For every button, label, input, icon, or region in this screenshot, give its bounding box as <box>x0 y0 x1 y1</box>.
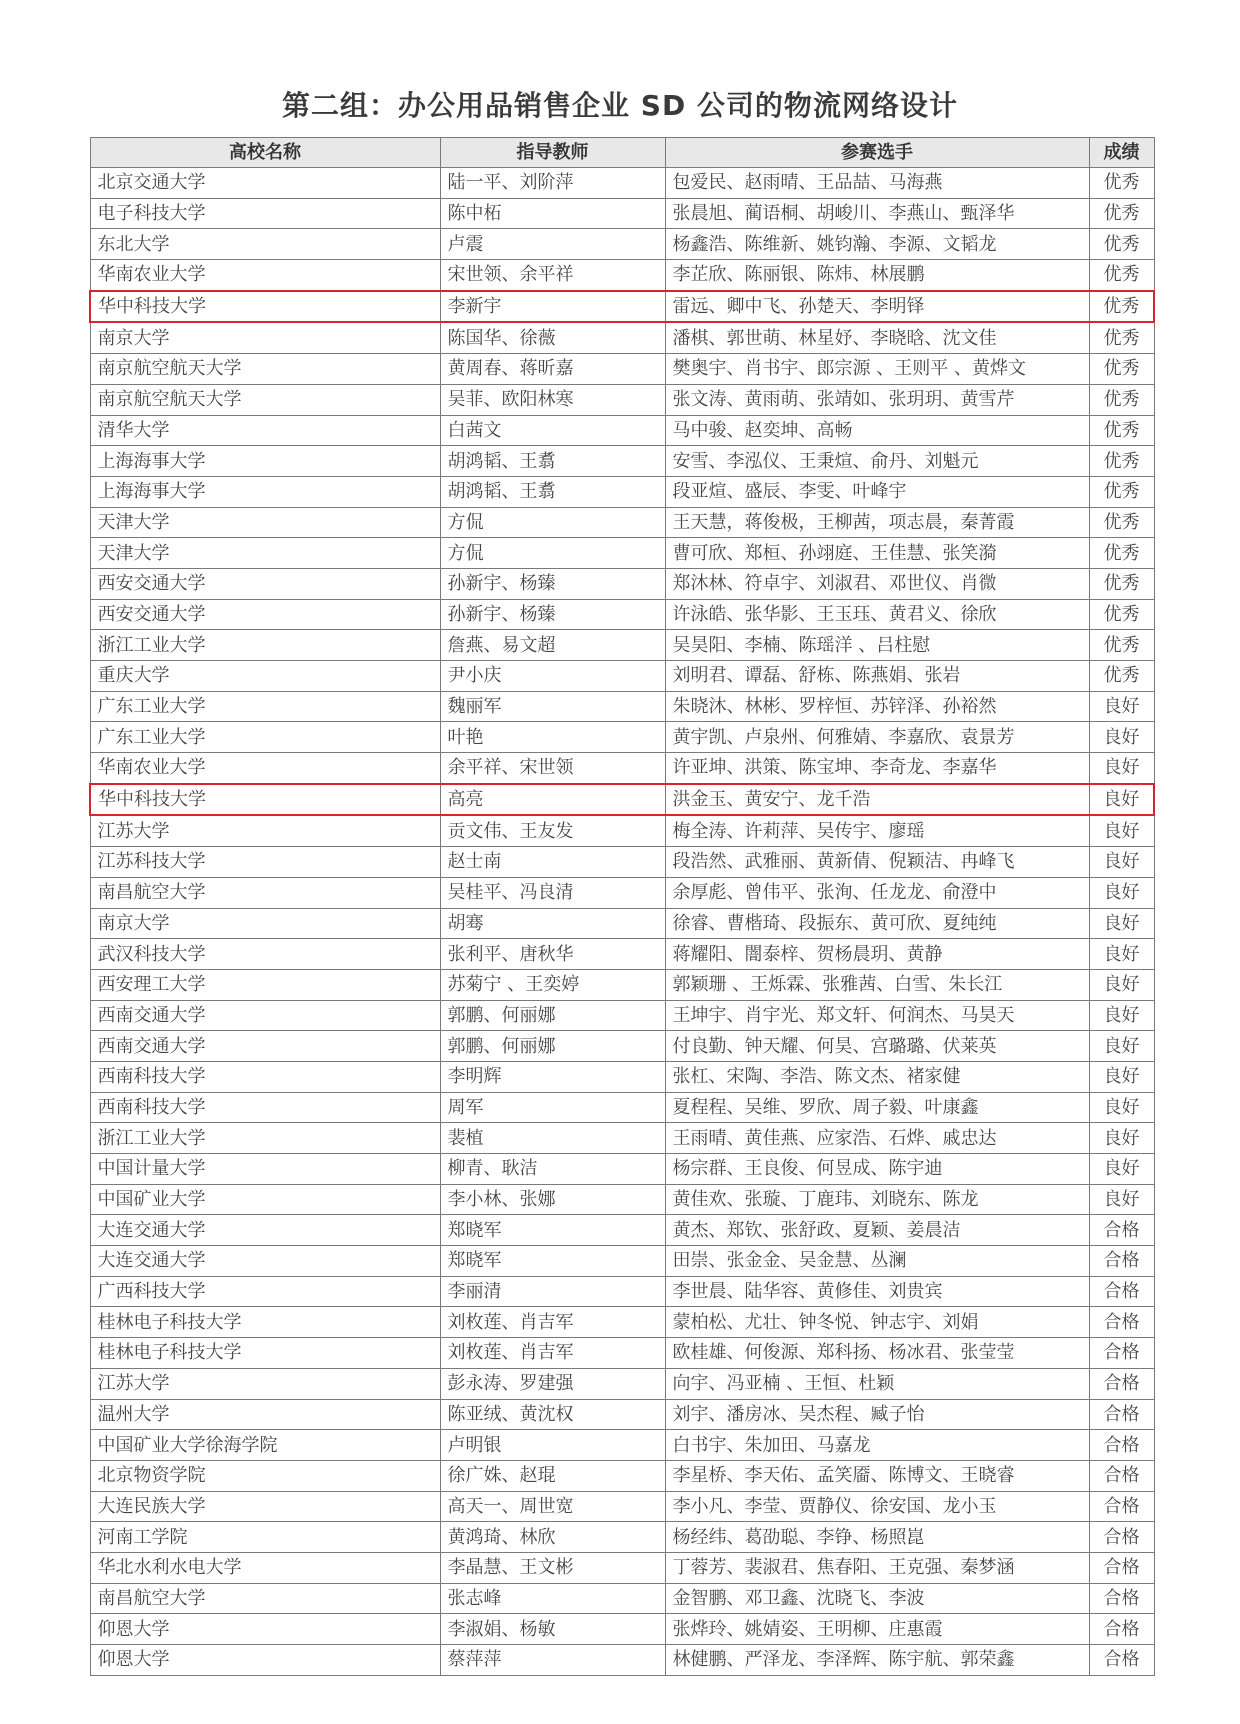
cell-grade: 合格 <box>1089 1552 1154 1583</box>
cell-grade: 优秀 <box>1089 354 1154 385</box>
cell-grade: 良好 <box>1089 815 1154 846</box>
cell-school: 重庆大学 <box>90 661 440 692</box>
table-row <box>90 1460 1154 1491</box>
cell-grade: 优秀 <box>1089 507 1154 538</box>
cell-grade: 合格 <box>1089 1522 1154 1553</box>
cell-school: 江苏大学 <box>90 1368 440 1399</box>
cell-grade: 良好 <box>1089 1000 1154 1031</box>
cell-school: 桂林电子科技大学 <box>90 1338 440 1369</box>
cell-school: 华中科技大学 <box>90 291 440 323</box>
cell-teacher: 李小林、张娜 <box>440 1184 665 1215</box>
cell-grade: 优秀 <box>1089 229 1154 260</box>
cell-grade: 优秀 <box>1089 599 1154 630</box>
cell-teacher: 刘枚莲、肖吉军 <box>440 1307 665 1338</box>
cell-school: 清华大学 <box>90 415 440 446</box>
cell-teacher: 宋世领、余平祥 <box>440 260 665 291</box>
cell-players: 朱晓沐、林彬、罗梓恒、苏锌泽、孙裕然 <box>665 691 1089 722</box>
cell-teacher: 黄鸿琦、林欣 <box>440 1522 665 1553</box>
table-row <box>90 1552 1154 1583</box>
cell-grade: 良好 <box>1089 877 1154 908</box>
cell-school: 南昌航空大学 <box>90 877 440 908</box>
cell-school: 仰恩大学 <box>90 1645 440 1676</box>
cell-players: 徐睿、曹楷琦、段振东、黄可欣、夏纯纯 <box>665 908 1089 939</box>
cell-players: 郭颖珊 、王烁霖、张雅茜、白雪、朱长江 <box>665 969 1089 1000</box>
cell-grade: 合格 <box>1089 1614 1154 1645</box>
cell-players: 马中骏、赵奕坤、高畅 <box>665 415 1089 446</box>
cell-players: 洪金玉、黄安宁、龙千浩 <box>665 784 1089 816</box>
table-row <box>90 722 1154 753</box>
cell-school: 西安交通大学 <box>90 568 440 599</box>
cell-players: 杨经纬、葛劭聪、李铮、杨照崑 <box>665 1522 1089 1553</box>
table-row <box>90 599 1154 630</box>
cell-grade: 合格 <box>1089 1430 1154 1461</box>
cell-school: 仰恩大学 <box>90 1614 440 1645</box>
cell-players: 李小凡、李莹、贾静仪、徐安国、龙小玉 <box>665 1491 1089 1522</box>
table-row <box>90 384 1154 415</box>
cell-teacher: 卢震 <box>440 229 665 260</box>
table-row <box>90 877 1154 908</box>
cell-teacher: 卢明银 <box>440 1430 665 1461</box>
cell-players: 段浩然、武雅丽、黄新倩、倪颖洁、冉峰飞 <box>665 847 1089 878</box>
table-row <box>90 476 1154 507</box>
cell-grade: 优秀 <box>1089 291 1154 323</box>
cell-teacher: 陈亚绒、黄沈权 <box>440 1399 665 1430</box>
table-row <box>90 1276 1154 1307</box>
cell-grade: 优秀 <box>1089 384 1154 415</box>
cell-grade: 良好 <box>1089 1092 1154 1123</box>
table-body <box>90 168 1154 1676</box>
table-row <box>90 1645 1154 1676</box>
cell-grade: 合格 <box>1089 1491 1154 1522</box>
table-row <box>90 1184 1154 1215</box>
cell-school: 南昌航空大学 <box>90 1583 440 1614</box>
cell-school: 西安交通大学 <box>90 599 440 630</box>
cell-players: 张晨旭、蔺语桐、胡峻川、李燕山、甄泽华 <box>665 198 1089 229</box>
cell-school: 武汉科技大学 <box>90 939 440 970</box>
cell-teacher: 胡鸿韬、王翥 <box>440 476 665 507</box>
cell-grade: 优秀 <box>1089 260 1154 291</box>
cell-players: 白书宇、朱加田、马嘉龙 <box>665 1430 1089 1461</box>
cell-players: 黄杰、郑钦、张舒政、夏颖、姜晨洁 <box>665 1215 1089 1246</box>
cell-teacher: 郑晓军 <box>440 1246 665 1277</box>
cell-school: 上海海事大学 <box>90 446 440 477</box>
cell-grade: 优秀 <box>1089 568 1154 599</box>
cell-school: 华北水利水电大学 <box>90 1552 440 1583</box>
table-row <box>90 1154 1154 1185</box>
cell-teacher: 李淑娟、杨敏 <box>440 1614 665 1645</box>
cell-grade: 良好 <box>1089 691 1154 722</box>
cell-teacher: 苏菊宁 、王奕婷 <box>440 969 665 1000</box>
cell-teacher: 刘枚莲、肖吉军 <box>440 1338 665 1369</box>
cell-grade: 合格 <box>1089 1460 1154 1491</box>
cell-players: 李星桥、李天佑、孟笑靥、陈博文、王晓睿 <box>665 1460 1089 1491</box>
cell-school: 南京航空航天大学 <box>90 354 440 385</box>
table-row <box>90 1522 1154 1553</box>
cell-teacher: 贡文伟、王友发 <box>440 815 665 846</box>
cell-players: 安雪、李泓仪、王秉煊、俞丹、刘魁元 <box>665 446 1089 477</box>
cell-players: 杨宗群、王良俊、何昱成、陈宇迪 <box>665 1154 1089 1185</box>
table-row <box>90 908 1154 939</box>
table-row <box>90 784 1154 816</box>
cell-players: 许亚坤、洪策、陈宝坤、李奇龙、李嘉华 <box>665 753 1089 784</box>
cell-grade: 优秀 <box>1089 415 1154 446</box>
table-row <box>90 198 1154 229</box>
table-row <box>90 260 1154 291</box>
cell-school: 西南交通大学 <box>90 1031 440 1062</box>
header-players: 参赛选手 <box>665 138 1089 168</box>
cell-teacher: 方侃 <box>440 538 665 569</box>
table-row <box>90 168 1154 199</box>
table-row <box>90 446 1154 477</box>
cell-grade: 优秀 <box>1089 630 1154 661</box>
cell-school: 河南工学院 <box>90 1522 440 1553</box>
cell-grade: 合格 <box>1089 1368 1154 1399</box>
cell-players: 蒙柏松、尤壮、钟冬悦、钟志宇、刘娟 <box>665 1307 1089 1338</box>
cell-players: 王坤宇、肖宇光、郑文轩、何润杰、马昊天 <box>665 1000 1089 1031</box>
cell-players: 黄佳欢、张璇、丁鹿玮、刘晓东、陈龙 <box>665 1184 1089 1215</box>
cell-players: 张文涛、黄雨萌、张靖如、张玥玥、黄雪芹 <box>665 384 1089 415</box>
cell-players: 许泳皓、张华影、王玉珏、黄君义、徐欣 <box>665 599 1089 630</box>
cell-players: 田崇、张金金、吴金慧、丛澜 <box>665 1246 1089 1277</box>
cell-teacher: 孙新宇、杨臻 <box>440 599 665 630</box>
table-row <box>90 507 1154 538</box>
cell-school: 桂林电子科技大学 <box>90 1307 440 1338</box>
cell-grade: 优秀 <box>1089 198 1154 229</box>
cell-players: 王雨晴、黄佳燕、应家浩、石烨、戚忠达 <box>665 1123 1089 1154</box>
table-row <box>90 1092 1154 1123</box>
cell-grade: 合格 <box>1089 1338 1154 1369</box>
cell-teacher: 陆一平、刘阶萍 <box>440 168 665 199</box>
cell-players: 张烨玲、姚婧姿、王明柳、庄惠霞 <box>665 1614 1089 1645</box>
cell-players: 吴昊阳、李楠、陈瑶洋 、吕柱慰 <box>665 630 1089 661</box>
table-header-row <box>90 138 1154 168</box>
cell-teacher: 李丽清 <box>440 1276 665 1307</box>
cell-teacher: 张利平、唐秋华 <box>440 939 665 970</box>
cell-players: 张杠、宋陶、李浩、陈文杰、褚家健 <box>665 1061 1089 1092</box>
table-row <box>90 538 1154 569</box>
cell-players: 郑沐林、符卓宇、刘淑君、邓世仪、肖微 <box>665 568 1089 599</box>
table-row <box>90 1000 1154 1031</box>
cell-school: 温州大学 <box>90 1399 440 1430</box>
cell-teacher: 蔡萍萍 <box>440 1645 665 1676</box>
cell-grade: 合格 <box>1089 1399 1154 1430</box>
cell-school: 天津大学 <box>90 507 440 538</box>
header-teacher: 指导教师 <box>440 138 665 168</box>
cell-school: 中国矿业大学 <box>90 1184 440 1215</box>
cell-grade: 良好 <box>1089 939 1154 970</box>
header-school: 高校名称 <box>90 138 440 168</box>
cell-teacher: 裴植 <box>440 1123 665 1154</box>
cell-teacher: 尹小庆 <box>440 661 665 692</box>
cell-teacher: 余平祥、宋世领 <box>440 753 665 784</box>
cell-teacher: 柳青、耿洁 <box>440 1154 665 1185</box>
cell-grade: 良好 <box>1089 1123 1154 1154</box>
cell-school: 广西科技大学 <box>90 1276 440 1307</box>
cell-players: 蒋耀阳、闇泰梓、贺杨晨玥、黄静 <box>665 939 1089 970</box>
cell-teacher: 张志峰 <box>440 1583 665 1614</box>
table-row <box>90 661 1154 692</box>
cell-school: 东北大学 <box>90 229 440 260</box>
cell-grade: 优秀 <box>1089 476 1154 507</box>
cell-school: 大连民族大学 <box>90 1491 440 1522</box>
cell-teacher: 胡骞 <box>440 908 665 939</box>
cell-teacher: 李新宇 <box>440 291 665 323</box>
cell-school: 江苏科技大学 <box>90 847 440 878</box>
cell-school: 广东工业大学 <box>90 691 440 722</box>
cell-school: 中国矿业大学徐海学院 <box>90 1430 440 1461</box>
cell-teacher: 李晶慧、王文彬 <box>440 1552 665 1583</box>
cell-school: 上海海事大学 <box>90 476 440 507</box>
table-row <box>90 1123 1154 1154</box>
cell-teacher: 方侃 <box>440 507 665 538</box>
cell-grade: 合格 <box>1089 1307 1154 1338</box>
cell-school: 大连交通大学 <box>90 1215 440 1246</box>
cell-teacher: 彭永涛、罗建强 <box>440 1368 665 1399</box>
cell-players: 余厚彪、曾伟平、张洵、任龙龙、俞澄中 <box>665 877 1089 908</box>
cell-grade: 良好 <box>1089 753 1154 784</box>
cell-grade: 良好 <box>1089 1061 1154 1092</box>
cell-players: 丁蓉芳、裴淑君、焦春阳、王克强、秦梦涵 <box>665 1552 1089 1583</box>
cell-school: 华南农业大学 <box>90 260 440 291</box>
cell-players: 李世晨、陆华容、黄修佳、刘贵宾 <box>665 1276 1089 1307</box>
cell-teacher: 陈国华、徐薇 <box>440 322 665 353</box>
cell-grade: 优秀 <box>1089 538 1154 569</box>
cell-teacher: 孙新宇、杨臻 <box>440 568 665 599</box>
cell-school: 浙江工业大学 <box>90 630 440 661</box>
cell-grade: 良好 <box>1089 908 1154 939</box>
cell-school: 北京物资学院 <box>90 1460 440 1491</box>
cell-players: 包爱民、赵雨晴、王品喆、马海燕 <box>665 168 1089 199</box>
cell-school: 广东工业大学 <box>90 722 440 753</box>
table-row <box>90 1368 1154 1399</box>
table-row <box>90 1338 1154 1369</box>
cell-teacher: 胡鸿韬、王翥 <box>440 446 665 477</box>
cell-teacher: 吴菲、欧阳林寒 <box>440 384 665 415</box>
table-row <box>90 568 1154 599</box>
cell-grade: 优秀 <box>1089 446 1154 477</box>
cell-players: 欧桂雄、何俊源、郑科扬、杨冰君、张莹莹 <box>665 1338 1089 1369</box>
cell-players: 曹可欣、郑桓、孙翊庭、王佳慧、张笑漪 <box>665 538 1089 569</box>
table-row <box>90 1246 1154 1277</box>
cell-school: 西南科技大学 <box>90 1061 440 1092</box>
cell-players: 梅全涛、许莉萍、吴传宇、廖瑶 <box>665 815 1089 846</box>
cell-grade: 良好 <box>1089 847 1154 878</box>
cell-players: 林健鹏、严泽龙、李泽辉、陈宇航、郭荣鑫 <box>665 1645 1089 1676</box>
table-row <box>90 939 1154 970</box>
cell-school: 西南科技大学 <box>90 1092 440 1123</box>
cell-players: 王天慧，蒋俊极，王柳茜，项志晨，秦菁霞 <box>665 507 1089 538</box>
table-row <box>90 354 1154 385</box>
cell-grade: 良好 <box>1089 1184 1154 1215</box>
results-table <box>89 137 1155 1676</box>
cell-school: 浙江工业大学 <box>90 1123 440 1154</box>
table-row <box>90 1614 1154 1645</box>
cell-school: 西南交通大学 <box>90 1000 440 1031</box>
cell-players: 杨鑫浩、陈维新、姚钧瀚、李源、文韬龙 <box>665 229 1089 260</box>
table-row <box>90 1430 1154 1461</box>
cell-grade: 良好 <box>1089 969 1154 1000</box>
cell-school: 南京大学 <box>90 908 440 939</box>
cell-grade: 优秀 <box>1089 322 1154 353</box>
header-grade: 成绩 <box>1089 138 1154 168</box>
cell-players: 刘宇、潘房冰、吴杰程、臧子怡 <box>665 1399 1089 1430</box>
table-row <box>90 1215 1154 1246</box>
cell-teacher: 高天一、周世宽 <box>440 1491 665 1522</box>
cell-teacher: 郭鹏、何丽娜 <box>440 1000 665 1031</box>
table-row <box>90 415 1154 446</box>
cell-teacher: 赵士南 <box>440 847 665 878</box>
cell-school: 中国计量大学 <box>90 1154 440 1185</box>
cell-players: 樊奥宇、肖书宇、郎宗源 、王则平 、黄烨文 <box>665 354 1089 385</box>
cell-teacher: 黄周春、蒋昕嘉 <box>440 354 665 385</box>
cell-school: 北京交通大学 <box>90 168 440 199</box>
cell-grade: 合格 <box>1089 1215 1154 1246</box>
cell-school: 南京大学 <box>90 322 440 353</box>
table-row <box>90 1583 1154 1614</box>
table-row <box>90 815 1154 846</box>
cell-players: 付良勤、钟天耀、何昊、宫璐璐、伏莱英 <box>665 1031 1089 1062</box>
cell-teacher: 李明辉 <box>440 1061 665 1092</box>
cell-teacher: 魏丽军 <box>440 691 665 722</box>
cell-grade: 良好 <box>1089 722 1154 753</box>
table-row <box>90 969 1154 1000</box>
cell-teacher: 叶艳 <box>440 722 665 753</box>
cell-school: 天津大学 <box>90 538 440 569</box>
cell-teacher: 白茜文 <box>440 415 665 446</box>
cell-school: 大连交通大学 <box>90 1246 440 1277</box>
cell-school: 电子科技大学 <box>90 198 440 229</box>
table-row <box>90 229 1154 260</box>
table-row <box>90 291 1154 323</box>
cell-grade: 合格 <box>1089 1246 1154 1277</box>
cell-players: 潘棋、郭世萌、林星妤、李晓晗、沈文佳 <box>665 322 1089 353</box>
cell-grade: 优秀 <box>1089 168 1154 199</box>
cell-players: 李芷欣、陈丽银、陈炜、林展鹏 <box>665 260 1089 291</box>
table-row <box>90 847 1154 878</box>
page-title: 第二组：办公用品销售企业 SD 公司的物流网络设计 <box>282 89 958 122</box>
table-row <box>90 1061 1154 1092</box>
cell-grade: 优秀 <box>1089 661 1154 692</box>
cell-teacher: 郭鹏、何丽娜 <box>440 1031 665 1062</box>
table-row <box>90 1307 1154 1338</box>
cell-teacher: 陈中柘 <box>440 198 665 229</box>
table-row <box>90 753 1154 784</box>
cell-grade: 良好 <box>1089 1154 1154 1185</box>
cell-players: 金智鹏、邓卫鑫、沈晓飞、李波 <box>665 1583 1089 1614</box>
cell-school: 江苏大学 <box>90 815 440 846</box>
table-row <box>90 691 1154 722</box>
cell-school: 西安理工大学 <box>90 969 440 1000</box>
table-row <box>90 1031 1154 1062</box>
cell-players: 雷远、卿中飞、孙楚天、李明铎 <box>665 291 1089 323</box>
cell-teacher: 徐广姝、赵琨 <box>440 1460 665 1491</box>
cell-teacher: 周军 <box>440 1092 665 1123</box>
cell-teacher: 郑晓军 <box>440 1215 665 1246</box>
cell-grade: 良好 <box>1089 1031 1154 1062</box>
cell-players: 段亚煊、盛辰、李雯、叶峰宇 <box>665 476 1089 507</box>
table-row <box>90 322 1154 353</box>
table-row <box>90 630 1154 661</box>
cell-grade: 合格 <box>1089 1276 1154 1307</box>
cell-grade: 良好 <box>1089 784 1154 816</box>
cell-school: 华中科技大学 <box>90 784 440 816</box>
cell-players: 黄宇凯、卢泉州、何雅婧、李嘉欣、袁景芳 <box>665 722 1089 753</box>
cell-teacher: 高亮 <box>440 784 665 816</box>
table-row <box>90 1399 1154 1430</box>
cell-players: 向宇、冯亚楠 、王恒、杜颖 <box>665 1368 1089 1399</box>
table-row <box>90 1491 1154 1522</box>
cell-teacher: 詹燕、易文超 <box>440 630 665 661</box>
cell-players: 刘明君、谭磊、舒栋、陈燕娟、张岩 <box>665 661 1089 692</box>
cell-grade: 合格 <box>1089 1583 1154 1614</box>
cell-teacher: 吴桂平、冯良清 <box>440 877 665 908</box>
cell-school: 南京航空航天大学 <box>90 384 440 415</box>
cell-players: 夏程程、吴维、罗欣、周子毅、叶康鑫 <box>665 1092 1089 1123</box>
cell-grade: 合格 <box>1089 1645 1154 1676</box>
cell-school: 华南农业大学 <box>90 753 440 784</box>
